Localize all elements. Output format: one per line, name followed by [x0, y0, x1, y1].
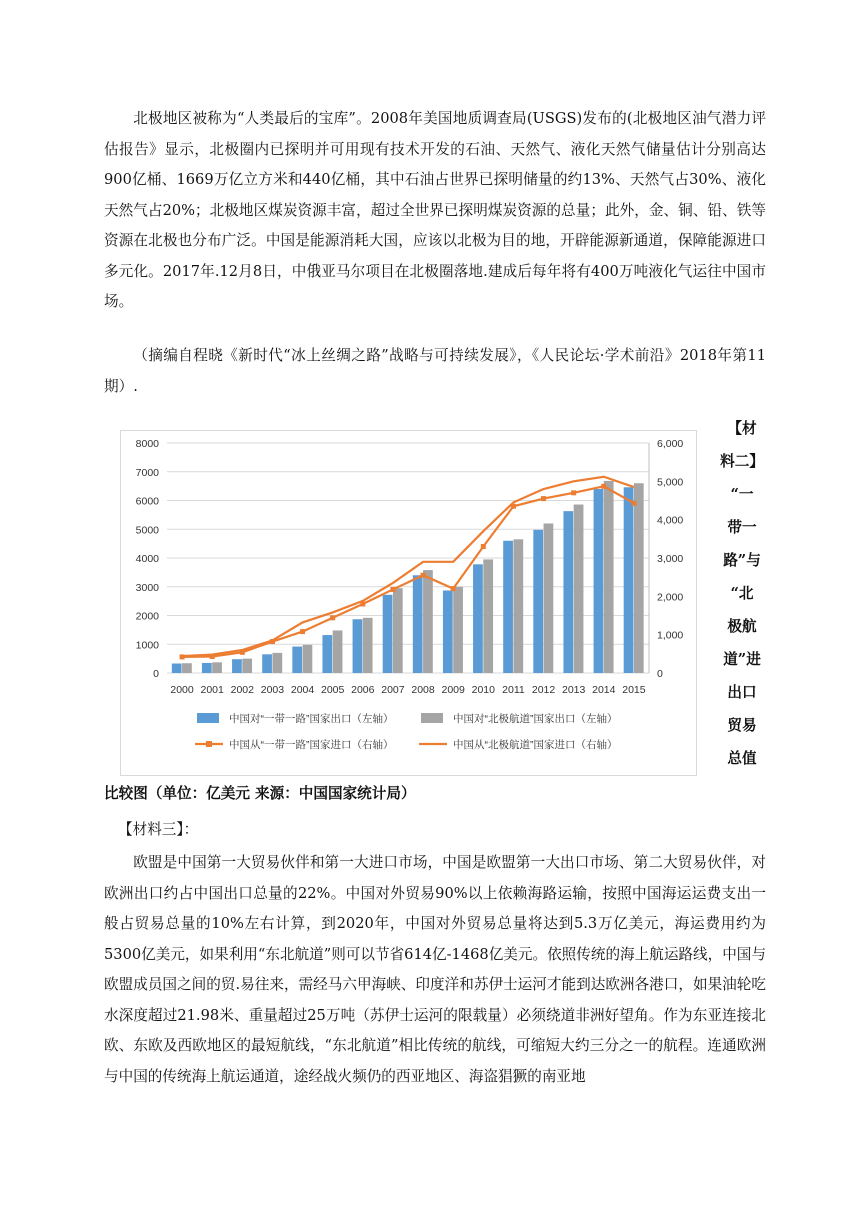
left-tick-label: 8000	[135, 438, 159, 450]
bar	[483, 559, 493, 673]
bar	[303, 645, 313, 673]
x-tick-label: 2009	[441, 684, 465, 696]
line-marker	[330, 615, 335, 620]
x-tick-label: 2002	[230, 684, 254, 696]
material2-label-line: “一	[730, 486, 754, 503]
x-tick-label: 2010	[471, 684, 495, 696]
material2-label-line: 带一	[727, 519, 757, 536]
material2-label-line: 总值	[727, 750, 757, 767]
bar	[212, 662, 222, 673]
bar	[333, 630, 343, 673]
material2-label-line: “北	[730, 585, 754, 602]
x-tick-label: 2000	[170, 684, 194, 696]
paragraph-eu-trade: 欧盟是中国第一大贸易伙伴和第一大进口市场，中国是欧盟第一大出口市场、第二大贸易伙伴，对欧洲出口约占中国出口总量的22%。中国对外贸易90%以上依赖海路运输，按照中国海运运费支出一般占贸易总量的10%左右计算，到2020年，中国对外贸易总量将达到5.3万亿美元，海运费用约为5300亿美元，如果利用“东北航道”则可以节省614亿-1468亿美元。依照传统的海上航运路线，中国与欧盟成员国之间的贸.易往来，需经马六甲海峡、印度洋和苏伊士运河才能到达欧洲各港口，如果油轮吃水深度超过21.98米、重量超过25万吨（苏伊士运河的限载量）必须绕道非洲好望角。作为东亚连接北欧、东欧及西欧地区的最短航线，“东北航道”相比传统的航线，可缩短大约三分之一的航程。连通欧洲与中国的传统海上航运通道，途经战火频仍的西亚地区、海盗猖獗的南亚地	[104, 854, 766, 1085]
bar	[453, 587, 463, 673]
material2-label-line: 【材	[727, 420, 757, 437]
legend-marker	[206, 741, 212, 747]
right-tick-label: 4,000	[657, 514, 684, 527]
chart-svg	[121, 431, 696, 775]
x-tick-label: 2012	[531, 684, 556, 696]
bar	[363, 618, 373, 673]
bar	[443, 590, 453, 673]
x-tick-label: 2005	[321, 684, 345, 696]
bar	[563, 511, 573, 673]
bar	[242, 659, 252, 673]
line-marker	[451, 586, 456, 591]
x-tick-label: 2015	[622, 684, 646, 696]
bar	[533, 530, 543, 673]
x-tick-label: 2001	[200, 684, 224, 696]
line-marker	[601, 484, 606, 489]
trade-comparison-chart	[120, 430, 697, 776]
chart-caption: 比较图（单位：亿美元 来源：中国国家统计局）	[104, 785, 416, 802]
bar	[624, 487, 634, 673]
bar	[182, 663, 192, 673]
bar	[172, 664, 182, 673]
line-marker	[390, 587, 395, 592]
x-tick-label: 2014	[592, 684, 616, 696]
bar	[634, 483, 644, 673]
legend-swatch	[197, 713, 219, 723]
x-tick-label: 2011	[502, 684, 525, 696]
bar	[393, 588, 403, 673]
material2-label-line: 出口	[727, 684, 757, 701]
right-tick-label: 5,000	[657, 476, 684, 489]
material2-label-line: 路”与	[723, 552, 761, 569]
bar	[503, 541, 513, 673]
left-tick-label: 0	[153, 668, 159, 680]
material3-title: 【材料三】：	[118, 821, 199, 838]
material2-label-line: 极航	[727, 618, 757, 635]
material2-label-line: 道”进	[723, 651, 761, 668]
x-tick-label: 2004	[290, 684, 315, 696]
bar	[473, 564, 483, 673]
paragraph-source-citation: （摘编自程晓《新时代“冰上丝绸之路”战略与可持续发展》，《人民论坛·学术前沿》2018年第11期）.	[104, 347, 766, 395]
paragraph-arctic-resources: 北极地区被称为“人类最后的宝库”。2008年美国地质调查局(USGS)发布的(北极地区油气潜力评估报告》显示，北极圈内已探明并可用现有技术开发的石油、天然气、液化天然气储量估计分别高达900亿桶、1669万亿立方米和440亿桶，其中石油占世界已探明储量的约13%、天然气占30%、液化天然气占20%；北极地区煤炭资源丰富，超过全世界已探明煤炭资源的总量；此外，金、铜、铅、铁等资源在北极也分布广泛。中国是能源消耗大国，应该以北极为目的地，开辟能源新通道，保障能源进口多元化。2017年.12月8日，中俄亚马尔项目在北极圈落地.建成后每年将有400万吨液化气运往中国市场。	[104, 110, 766, 310]
x-tick-label: 2007	[381, 684, 405, 696]
x-tick-label: 2003	[260, 684, 285, 696]
right-tick-label: 1,000	[657, 629, 684, 642]
x-tick-label: 2013	[562, 684, 586, 696]
legend-label: 中国从“一带一路”国家进口（右轴）	[229, 739, 394, 751]
x-tick-label: 2008	[411, 684, 435, 696]
left-tick-label: 1000	[135, 639, 159, 652]
x-tick-label: 2006	[351, 684, 375, 696]
bar	[272, 653, 282, 673]
line-marker	[421, 573, 426, 578]
left-tick-label: 6000	[135, 495, 159, 508]
material2-label	[716, 412, 768, 775]
bar	[513, 539, 523, 673]
line-marker	[481, 544, 486, 549]
left-tick-label: 4000	[135, 553, 159, 565]
right-tick-label: 3,000	[657, 553, 684, 565]
bar	[353, 619, 363, 673]
bar	[202, 663, 212, 673]
left-tick-label: 2000	[135, 610, 159, 623]
material2-label-line: 料二】	[720, 453, 764, 470]
bar	[544, 524, 554, 674]
legend-label: 中国对“北极航道”国家出口（左轴）	[453, 713, 618, 725]
bar	[423, 570, 433, 673]
bar	[232, 659, 242, 673]
legend-swatch	[421, 713, 443, 723]
bar	[594, 489, 604, 673]
legend-label: 中国对“一带一路”国家出口（左轴）	[229, 713, 394, 725]
right-tick-label: 6,000	[657, 438, 684, 450]
line-marker	[300, 629, 305, 634]
bar	[413, 575, 423, 673]
bar	[574, 505, 584, 673]
bar	[604, 481, 614, 673]
line-marker	[571, 490, 576, 495]
material2-label-line: 贸易	[727, 717, 757, 734]
bar	[322, 635, 332, 673]
bar	[292, 647, 302, 673]
legend-label: 中国从“北极航道”国家进口（右轴）	[453, 739, 618, 751]
left-tick-label: 3000	[135, 581, 159, 594]
bar	[262, 654, 272, 673]
line-marker	[631, 501, 636, 506]
bar	[383, 595, 393, 673]
right-tick-label: 0	[657, 668, 663, 680]
left-tick-label: 7000	[135, 466, 159, 479]
left-tick-label: 5000	[135, 524, 159, 537]
right-tick-label: 2,000	[657, 591, 684, 604]
line-marker	[541, 496, 546, 501]
